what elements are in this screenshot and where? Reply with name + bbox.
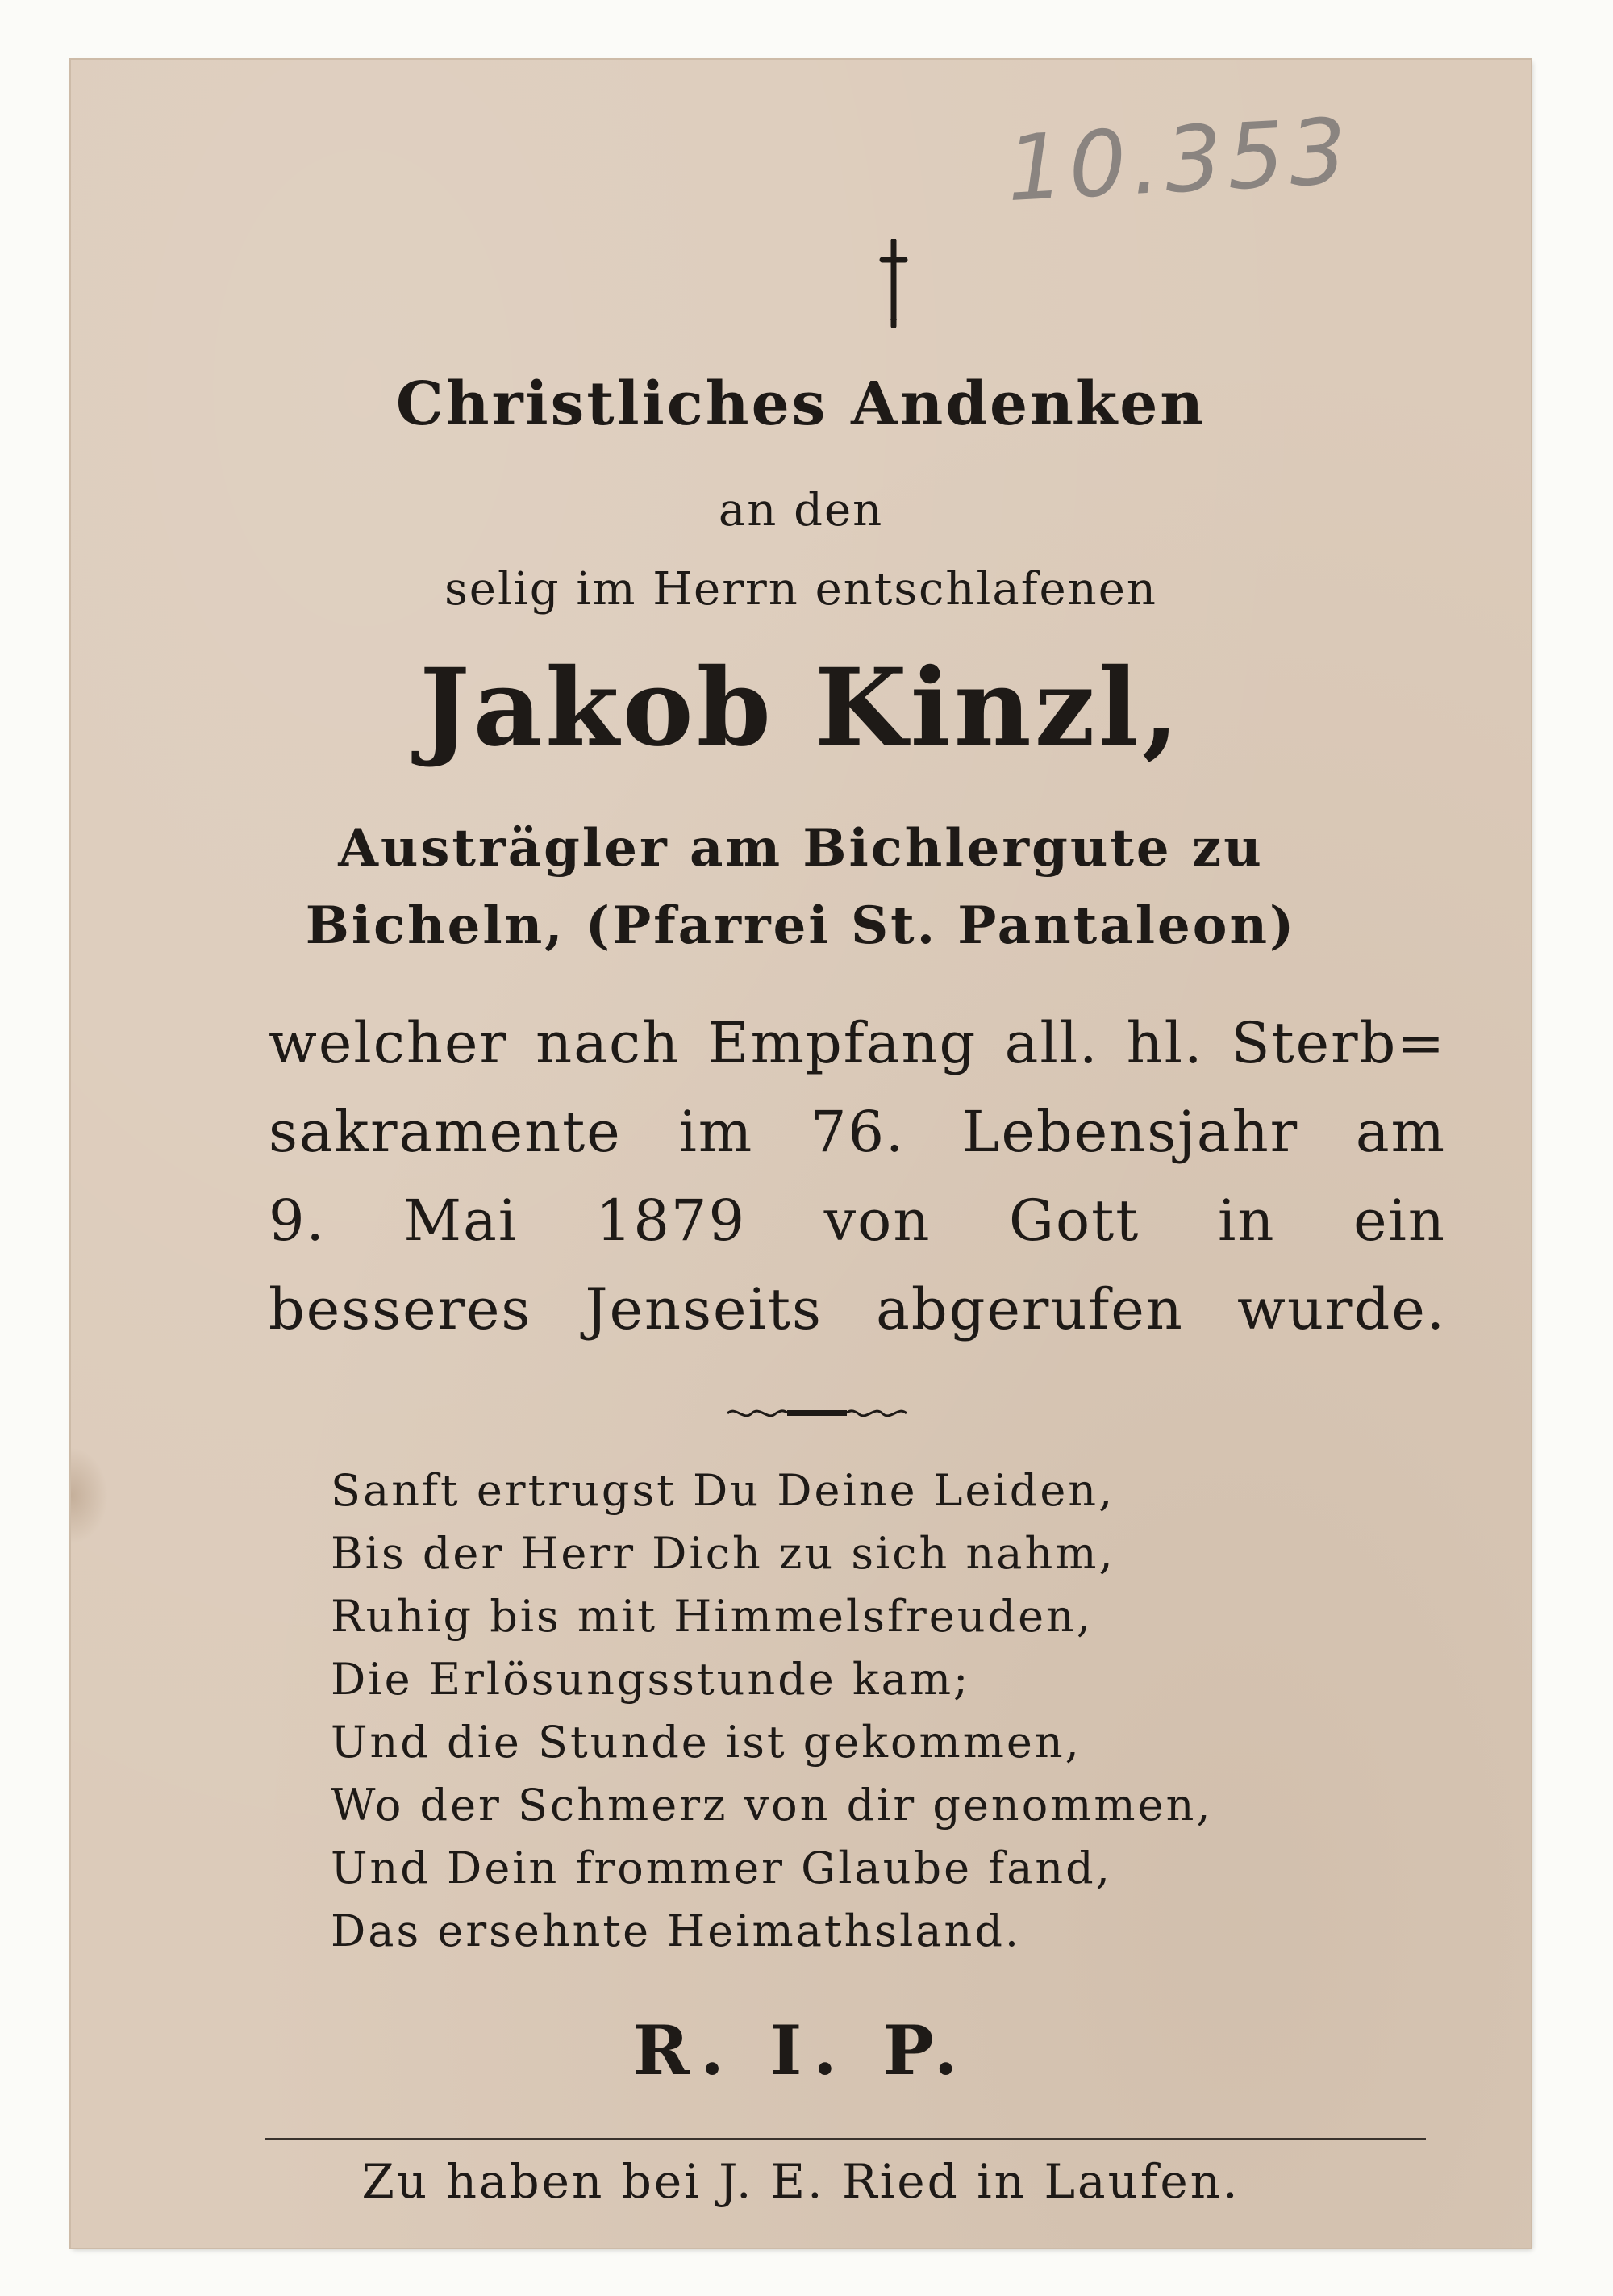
verse-line: Ruhig bis mit Himmelsfreuden, xyxy=(331,1591,1093,1642)
occupation-line: Bicheln, (Pfarrei St. Pantaleon) xyxy=(305,895,1297,956)
occupation-line: Austrägler am Bichlergute zu xyxy=(338,818,1264,879)
intro-line-an: an den xyxy=(718,484,884,536)
footer-rule xyxy=(265,2138,1426,2140)
verse-line: Bis der Herr Dich zu sich nahm, xyxy=(331,1528,1115,1579)
paper-stain xyxy=(71,1447,108,1544)
verse-line: Sanft ertrugst Du Deine Leiden, xyxy=(331,1465,1115,1516)
ornament-divider xyxy=(724,1402,910,1423)
main-text-line: besseres Jenseits abgerufen wurde. xyxy=(269,1276,1446,1342)
archive-number: 10.353 xyxy=(1003,98,1354,223)
main-text-line: sakramente im 76. Lebensjahr am xyxy=(269,1099,1446,1165)
verse-line: Das ersehnte Heimathsland. xyxy=(331,1906,1022,1956)
verse-line: Die Erlösungsstunde kam; xyxy=(331,1654,971,1705)
main-text-line: 9. Mai 1879 von Gott in ein xyxy=(269,1188,1446,1254)
cross-icon xyxy=(877,239,910,328)
verse-line: Wo der Schmerz von dir genommen, xyxy=(331,1780,1213,1831)
rip-text: R. I. P. xyxy=(632,2010,969,2090)
card-heading: Christliches Andenken xyxy=(395,369,1207,439)
verse-line: Und die Stunde ist gekommen, xyxy=(331,1717,1082,1768)
memorial-card xyxy=(71,60,1531,2248)
main-text-line: welcher nach Empfang all. hl. Sterb= xyxy=(269,1010,1446,1076)
deceased-name: Jakob Kinzl, xyxy=(419,645,1182,770)
printer-imprint: Zu haben bei J. E. Ried in Laufen. xyxy=(361,2154,1240,2209)
verse-line: Und Dein frommer Glaube fand, xyxy=(331,1843,1112,1893)
intro-line-selig: selig im Herrn entschlafenen xyxy=(444,563,1157,616)
